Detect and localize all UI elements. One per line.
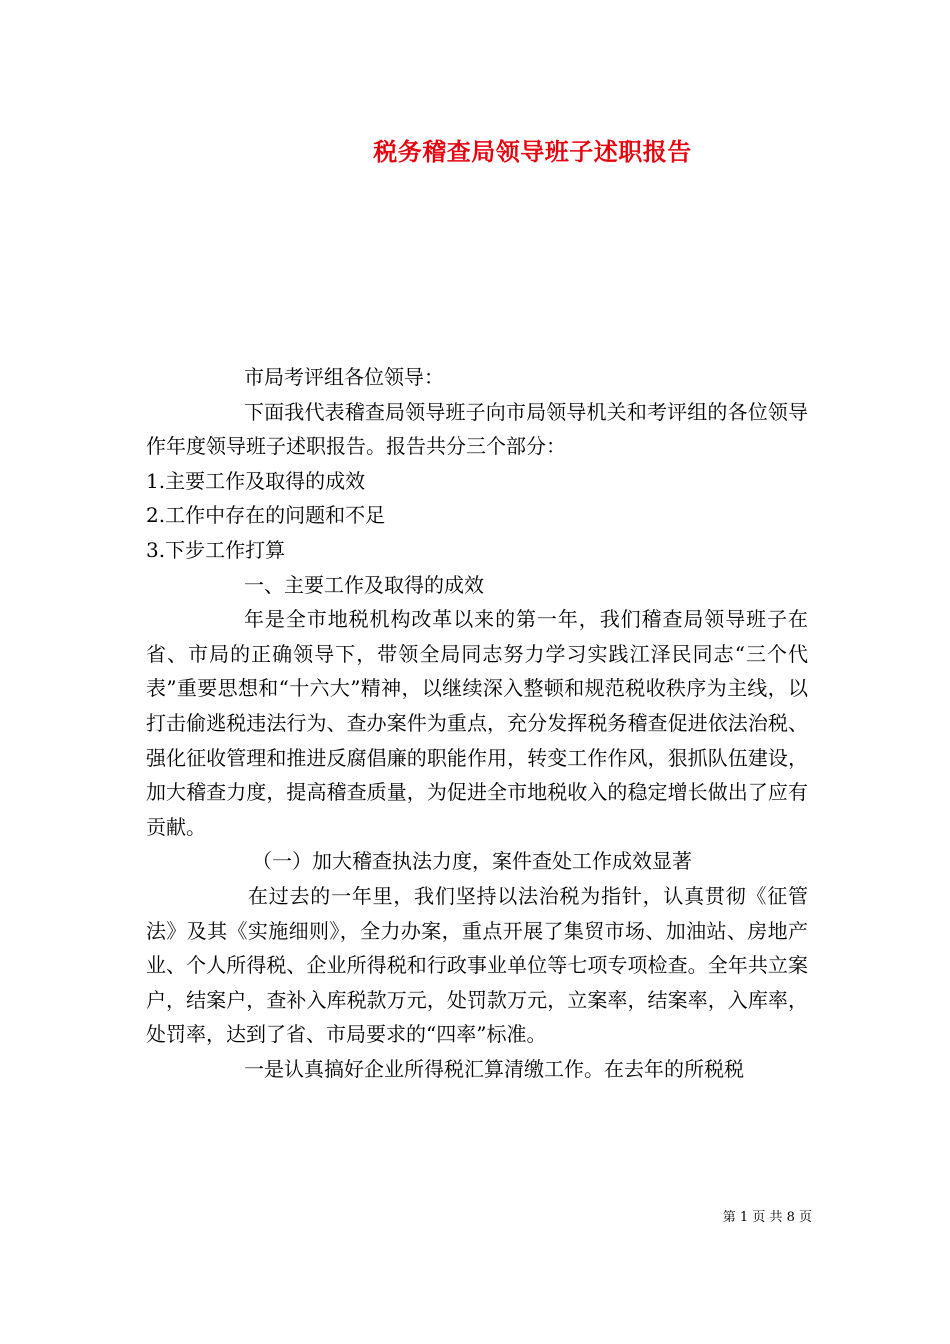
page-number-footer: 第 1 页 共 8 页	[722, 1210, 812, 1225]
point-1-paragraph: 一是认真搞好企业所得税汇算清缴工作。在去年的所税税	[244, 1056, 744, 1081]
section-1-paragraph: 年是全市地税机构改革以来的第一年，我们稽查局领导班子在省、市局的正确领导下，带领全局同志努力学习实践江泽民同志“三个代表”重要思想和“十六大”精神，以继续深入整顿和规范税收秩序为主线，以打击偷逃税违法行为、查办案件为重点，充分发挥税务稽查促进依法治税、强化征收管理和推进反腐倡廉的职能作用，转变工作作风，狠抓队伍建设，加大稽查力度，提高稽查质量，为促进全市地税收入的稳定增长做出了应有贡献。	[146, 607, 808, 839]
outline-item-1: 1.主要工作及取得的成效	[146, 468, 366, 493]
salutation: 市局考评组各位领导：	[244, 365, 444, 389]
intro-paragraph: 下面我代表稽查局领导班子向市局领导机关和考评组的各位领导作年度领导班子述职报告。报告共分三个部分：	[146, 399, 808, 459]
subsection-1-paragraph: 在过去的一年里，我们坚持以法治税为指针，认真贯彻《征管法》及其《实施细则》，全力办案，重点开展了集贸市场、加油站、房地产业、个人所得税、企业所得税和行政事业单位等七项专项检查。全年共立案户，结案户，查补入库税款万元，处罚款万元，立案率，结案率，入库率，处罚率，达到了省、市局要求的“四率”标准。	[146, 883, 808, 1047]
section-1-heading: 一、主要工作及取得的成效	[244, 572, 484, 597]
outline-item-2: 2.工作中存在的问题和不足	[146, 503, 386, 528]
document-title: 税务稽查局领导班子述职报告	[373, 137, 692, 166]
subsection-1-heading: （一）加大稽查执法力度，案件查处工作成效显著	[252, 849, 692, 874]
outline-item-3: 3.下步工作打算	[146, 537, 286, 562]
document-body	[146, 360, 808, 1086]
